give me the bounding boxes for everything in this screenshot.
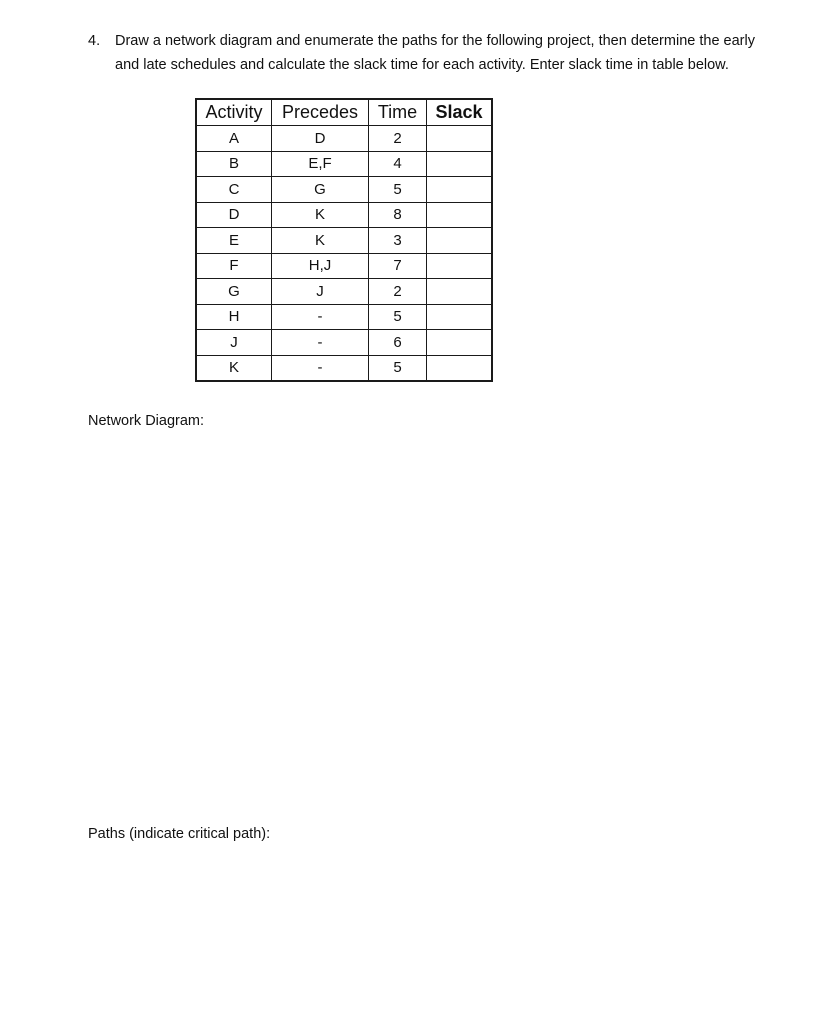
cell-time: 4: [369, 151, 427, 177]
question-number: 4.: [88, 33, 101, 49]
cell-activity: A: [196, 126, 272, 152]
cell-activity: C: [196, 177, 272, 203]
table-row: [196, 279, 492, 305]
cell-precedes: J: [272, 279, 369, 305]
cell-slack[interactable]: [427, 126, 493, 152]
cell-precedes: -: [272, 330, 369, 356]
cell-precedes: -: [272, 304, 369, 330]
cell-time: 6: [369, 330, 427, 356]
question-text: Draw a network diagram and enumerate the paths for the following project, then determine the early and late schedules and calculate the slack time for each activity. Enter slack time in table below.: [115, 33, 755, 73]
cell-activity: G: [196, 279, 272, 305]
cell-time: 8: [369, 202, 427, 228]
cell-time: 2: [369, 126, 427, 152]
cell-slack[interactable]: [427, 355, 493, 381]
cell-activity: H: [196, 304, 272, 330]
table-row: [196, 202, 492, 228]
network-diagram-label: Network Diagram:: [88, 413, 205, 429]
header-slack: Slack: [427, 99, 493, 126]
cell-slack[interactable]: [427, 304, 493, 330]
table-row: [196, 126, 492, 152]
cell-slack[interactable]: [427, 177, 493, 203]
cell-precedes: E,F: [272, 151, 369, 177]
table-row: [196, 151, 492, 177]
cell-time: 5: [369, 304, 427, 330]
table-row: [196, 228, 492, 254]
activity-table: [195, 98, 493, 382]
question-block: [88, 30, 768, 77]
cell-time: 3: [369, 228, 427, 254]
cell-precedes: H,J: [272, 253, 369, 279]
cell-time: 2: [369, 279, 427, 305]
cell-slack[interactable]: [427, 151, 493, 177]
cell-activity: J: [196, 330, 272, 356]
cell-activity: D: [196, 202, 272, 228]
header-precedes: Precedes: [272, 99, 369, 126]
cell-slack[interactable]: [427, 228, 493, 254]
cell-time: 5: [369, 177, 427, 203]
cell-slack[interactable]: [427, 253, 493, 279]
cell-precedes: G: [272, 177, 369, 203]
header-time: Time: [369, 99, 427, 126]
cell-time: 5: [369, 355, 427, 381]
cell-activity: E: [196, 228, 272, 254]
cell-activity: F: [196, 253, 272, 279]
table-row: [196, 330, 492, 356]
cell-activity: B: [196, 151, 272, 177]
table-header-row: [196, 99, 492, 126]
table-row: [196, 253, 492, 279]
cell-precedes: K: [272, 202, 369, 228]
paths-label: Paths (indicate critical path):: [88, 826, 271, 842]
cell-precedes: D: [272, 126, 369, 152]
cell-slack[interactable]: [427, 202, 493, 228]
cell-activity: K: [196, 355, 272, 381]
header-activity: Activity: [196, 99, 272, 126]
cell-slack[interactable]: [427, 330, 493, 356]
table-row: [196, 304, 492, 330]
table-row: [196, 177, 492, 203]
cell-time: 7: [369, 253, 427, 279]
cell-precedes: -: [272, 355, 369, 381]
cell-precedes: K: [272, 228, 369, 254]
table-row: [196, 355, 492, 381]
cell-slack[interactable]: [427, 279, 493, 305]
